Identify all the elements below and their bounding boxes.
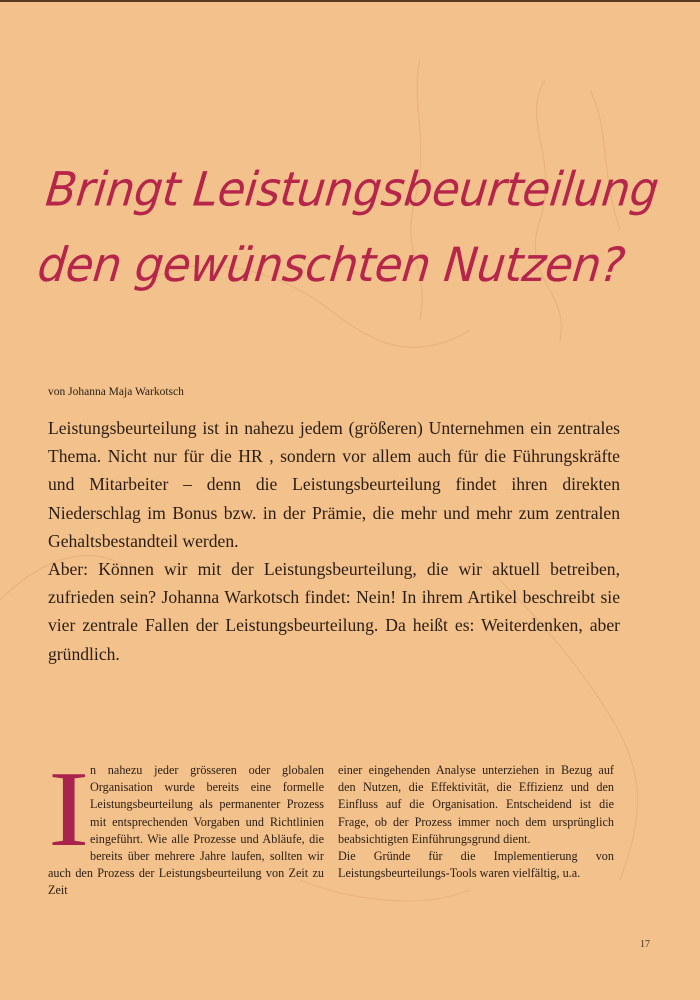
column-2-paragraph-1: einer eingehenden Analyse unterziehen in Bezug auf den Nutzen, die Effektivität, die Effizienz und den Einfluss auf die Organisation. Entscheidend ist die Frage, ob der Prozess immer noch dem ursprünglich beabsichtigten Einführungsgrund dient. <box>338 763 614 846</box>
drop-cap: I <box>48 750 90 869</box>
article-title <box>34 152 670 303</box>
page-number: 17 <box>640 939 650 950</box>
title-line-1: Bringt Leistungsbeurteilung <box>43 161 662 218</box>
title-line-2: den gewünschten Nutzen? <box>35 237 628 293</box>
lead-paragraphs <box>48 414 620 668</box>
body-column-2 <box>338 762 614 900</box>
author-byline: von Johanna Maja Warkotsch <box>48 386 184 398</box>
column-1-paragraph <box>48 750 324 900</box>
body-columns <box>48 750 614 900</box>
column-1-text: n nahezu jeder grösseren oder globalen Organisation wurde bereits eine formelle Leistungsbeurteilung als permanenter Prozess mit entsprechenden Vorgaben und Richtlinien eingeführt. Wie alle Prozesse und Abläufe, die bereits über mehrere Jahre laufen, sollten wir auch den Prozess der Leistungsbeurteilung von Zeit zu Zeit <box>48 763 324 898</box>
body-column-1 <box>48 750 324 900</box>
lead-paragraph-1: Leistungsbeurteilung ist in nahezu jedem (größeren) Unternehmen ein zentrales Thema. Nicht nur für die HR , sondern vor allem auch für die Führungskräfte und Mitarbeiter – denn die Leistungsbeurteilung findet ihren direkten Niederschlag im Bonus bzw. in der Prämie, die mehr und mehr zum zentralen Gehaltsbestandteil werden. <box>48 418 620 551</box>
page-top-edge <box>0 0 700 2</box>
lead-paragraph-2: Aber: Können wir mit der Leistungsbeurteilung, die wir aktuell betreiben, zufrieden sein? Johanna Warkotsch findet: Nein! In ihrem Artikel beschreibt sie vier zentrale Fallen der Leistungsbeurteilung. Da heißt es: Weiterdenken, aber gründlich. <box>48 559 620 664</box>
column-2-paragraph-2: Die Gründe für die Implementierung von Leistungsbeurteilungs-Tools waren vielfältig, u.a. <box>338 849 614 881</box>
